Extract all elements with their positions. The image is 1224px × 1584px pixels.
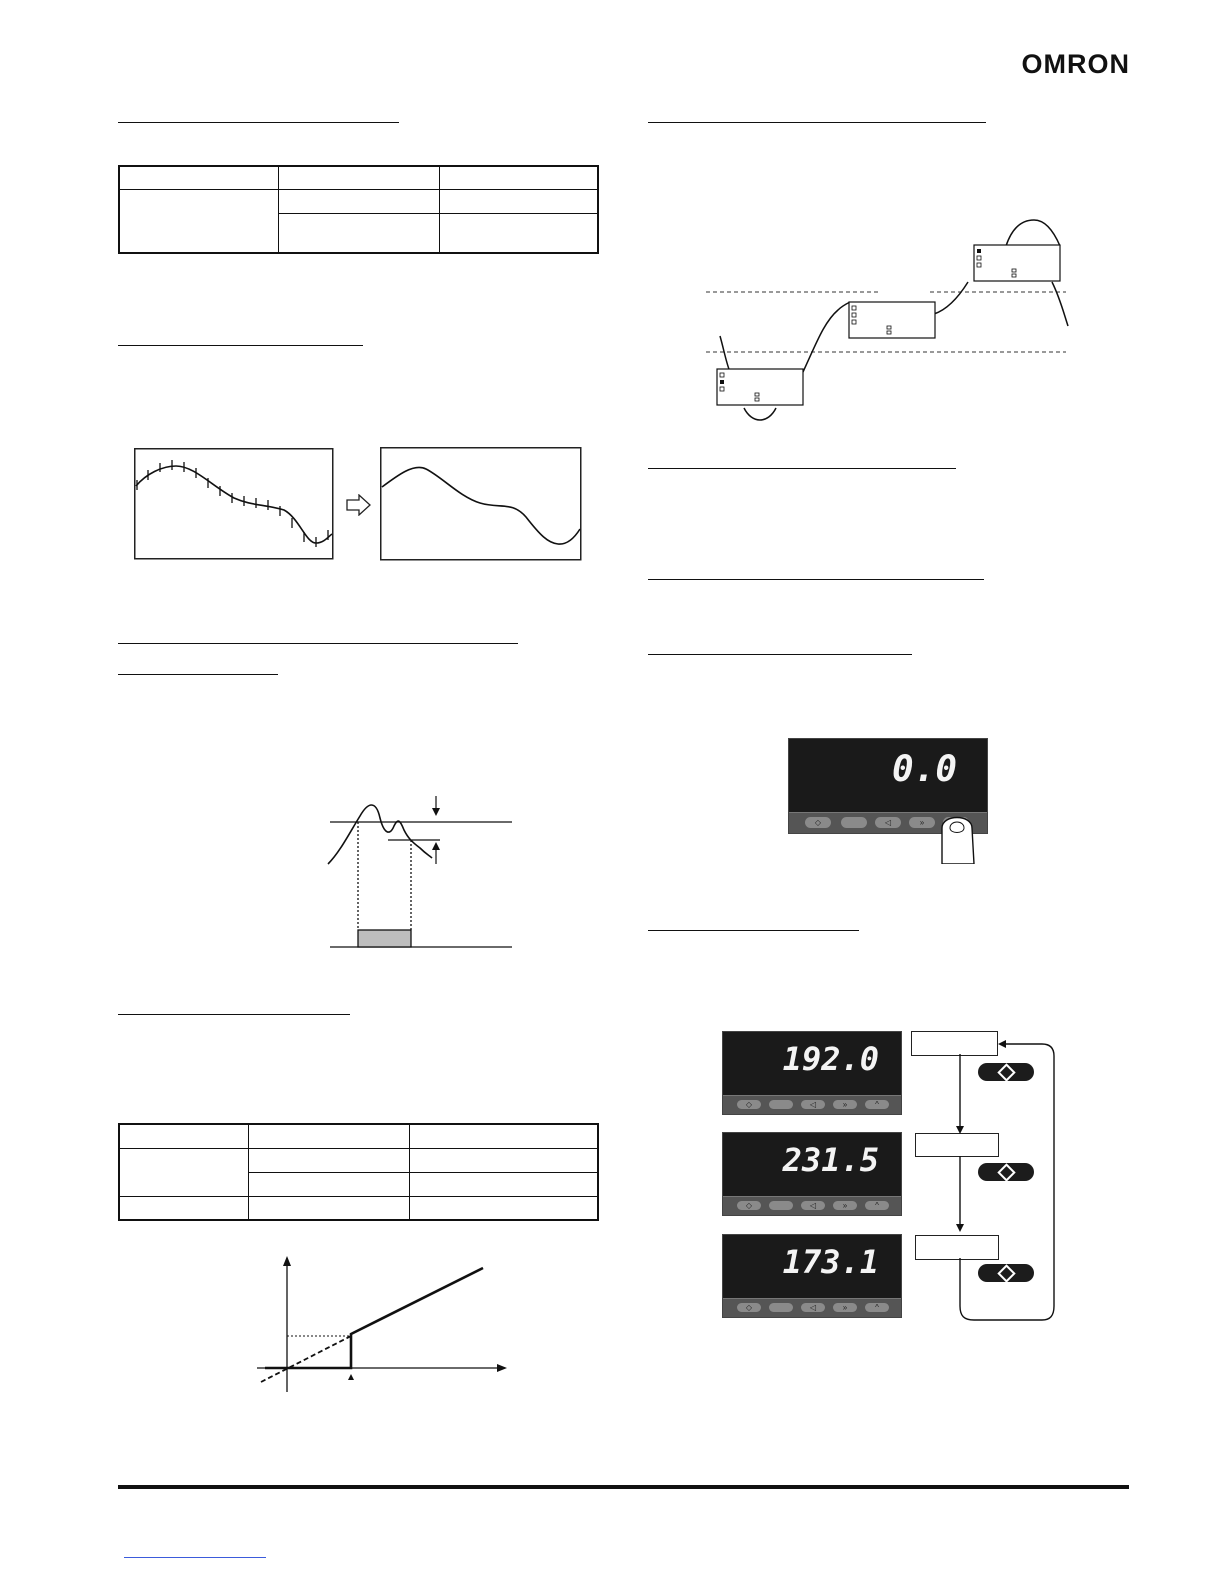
section-rule	[118, 643, 518, 644]
table-cell	[410, 1172, 599, 1196]
blank-key[interactable]	[769, 1100, 793, 1109]
table-cell	[119, 166, 279, 189]
mode-key[interactable]: ◇	[805, 817, 831, 828]
footer-rule	[118, 1485, 1129, 1489]
arrow-right-icon	[346, 494, 372, 516]
zero-limit-graph	[255, 1252, 513, 1394]
mode-key[interactable]: ◇	[737, 1201, 761, 1210]
table-cell	[440, 166, 599, 189]
filtered-signal-chart	[380, 447, 582, 561]
noisy-signal-chart	[134, 448, 334, 560]
section-rule	[648, 579, 984, 580]
blank-key[interactable]	[841, 817, 867, 828]
section-rule	[648, 468, 956, 469]
table-cell	[119, 189, 279, 253]
peak-hold-diagram	[320, 792, 516, 952]
display-value: 231.5	[782, 1141, 879, 1179]
diamond-icon	[997, 1163, 1015, 1181]
table-cell	[119, 1124, 249, 1148]
table-cell	[279, 213, 440, 253]
mode-key[interactable]: ◇	[737, 1100, 761, 1109]
up-key[interactable]: »	[833, 1303, 857, 1312]
table-cell	[279, 189, 440, 213]
shift-key[interactable]: ◁	[875, 817, 901, 828]
table-cell	[279, 166, 440, 189]
section-rule	[648, 122, 986, 123]
table-cell	[119, 1196, 249, 1220]
table-cell	[440, 213, 599, 253]
up-key[interactable]: »	[909, 817, 935, 828]
key-strip	[723, 1196, 901, 1215]
diamond-icon	[997, 1264, 1015, 1282]
blank-key[interactable]	[769, 1303, 793, 1312]
spec-table-2	[118, 1123, 599, 1221]
section-rule	[118, 674, 278, 675]
mode-button[interactable]	[978, 1264, 1034, 1282]
blank-key[interactable]	[769, 1201, 793, 1210]
shift-key[interactable]: ◁	[801, 1100, 825, 1109]
mode-button[interactable]	[978, 1163, 1034, 1181]
shift-key[interactable]: ◁	[801, 1303, 825, 1312]
display-value: 192.0	[782, 1040, 879, 1078]
section-rule	[118, 345, 363, 346]
top-key[interactable]: ^	[865, 1100, 889, 1109]
mode-button[interactable]	[978, 1063, 1034, 1081]
key-strip	[723, 1095, 901, 1114]
footer-link-underline[interactable]	[124, 1557, 266, 1558]
table-cell	[249, 1196, 410, 1220]
key-strip	[723, 1298, 901, 1317]
display-value: 0.0	[891, 749, 957, 790]
cycle-display-3	[722, 1234, 902, 1318]
top-key[interactable]: ^	[865, 1303, 889, 1312]
shift-key[interactable]: ◁	[801, 1201, 825, 1210]
diamond-icon	[997, 1063, 1015, 1081]
table-cell	[410, 1148, 599, 1172]
display-value: 173.1	[782, 1243, 879, 1281]
table-cell	[410, 1124, 599, 1148]
section-rule	[118, 122, 399, 123]
table-cell	[249, 1172, 410, 1196]
table-cell	[440, 189, 599, 213]
up-key[interactable]: »	[833, 1100, 857, 1109]
top-key[interactable]: ^	[865, 1201, 889, 1210]
section-rule	[648, 930, 859, 931]
mode-key[interactable]: ◇	[737, 1303, 761, 1312]
table-cell	[410, 1196, 599, 1220]
table-cell	[249, 1124, 410, 1148]
alarm-trend-diagram	[700, 214, 1074, 426]
section-rule	[648, 654, 912, 655]
section-rule	[118, 1014, 350, 1015]
cycle-display-2	[722, 1132, 902, 1216]
up-key[interactable]: »	[833, 1201, 857, 1210]
table-cell	[249, 1148, 410, 1172]
spec-table-1	[118, 165, 599, 254]
cycle-display-1	[722, 1031, 902, 1115]
omron-logo: OMRON	[1021, 49, 1130, 79]
finger-icon	[936, 810, 980, 864]
table-cell	[119, 1148, 249, 1196]
